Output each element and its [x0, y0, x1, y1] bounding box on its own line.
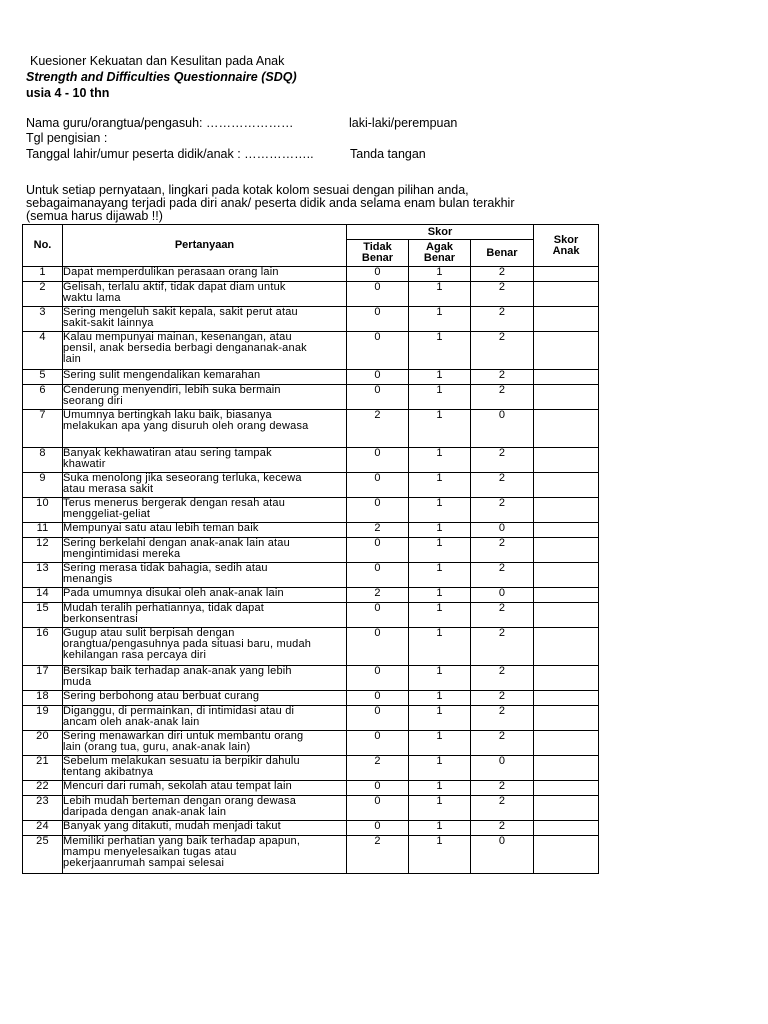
- table-row: [23, 821, 599, 836]
- question-text: [63, 448, 347, 473]
- question-line: waktu lama: [63, 292, 121, 304]
- question-line: sakit-sakit lainnya: [63, 317, 154, 329]
- question-text: [63, 410, 347, 448]
- score-tidak-benar[interactable]: 0: [347, 563, 409, 588]
- question-number: 19: [23, 706, 63, 731]
- question-line: Dapat memperdulikan perasaan orang lain: [63, 266, 279, 278]
- table-row: [23, 691, 599, 706]
- instructions: [26, 184, 586, 223]
- question-text: [63, 821, 347, 836]
- score-benar[interactable]: 2: [471, 473, 534, 498]
- score-benar[interactable]: 2: [471, 731, 534, 756]
- score-tidak-benar[interactable]: 0: [347, 603, 409, 628]
- score-tidak-benar[interactable]: 0: [347, 370, 409, 385]
- score-agak-benar[interactable]: 1: [409, 731, 471, 756]
- table-row: [23, 781, 599, 796]
- question-line: Banyak yang ditakuti, mudah menjadi takut: [63, 820, 281, 832]
- question-text: [63, 332, 347, 370]
- question-number: 10: [23, 498, 63, 523]
- questionnaire-table: [22, 224, 599, 874]
- question-text: [63, 385, 347, 410]
- question-text: [63, 538, 347, 563]
- score-tidak-benar[interactable]: 0: [347, 282, 409, 307]
- question-number: 18: [23, 691, 63, 706]
- question-line: Mencuri dari rumah, sekolah atau tempat lain: [63, 780, 292, 792]
- table-row: [23, 523, 599, 538]
- instruction-line: (semua harus dijawab !!): [26, 209, 163, 223]
- question-line: Mempunyai satu atau lebih teman baik: [63, 522, 259, 534]
- question-line: ancam oleh anak-anak lain: [63, 716, 200, 728]
- score-benar[interactable]: 2: [471, 706, 534, 731]
- table-row: [23, 370, 599, 385]
- age-range: usia 4 - 10 thn: [26, 86, 110, 100]
- question-text: [63, 473, 347, 498]
- question-text: [63, 370, 347, 385]
- signature-field-label: Tanda tangan: [350, 147, 426, 161]
- score-benar[interactable]: 2: [471, 821, 534, 836]
- score-benar[interactable]: 2: [471, 332, 534, 370]
- child-score-cell[interactable]: [534, 603, 599, 628]
- score-benar[interactable]: 2: [471, 267, 534, 282]
- question-line: khawatir: [63, 458, 106, 470]
- score-benar[interactable]: 0: [471, 588, 534, 603]
- score-tidak-benar[interactable]: 0: [347, 538, 409, 563]
- score-benar[interactable]: 2: [471, 781, 534, 796]
- table-row: [23, 448, 599, 473]
- score-agak-benar[interactable]: 1: [409, 473, 471, 498]
- score-agak-benar[interactable]: 1: [409, 691, 471, 706]
- score-benar[interactable]: 2: [471, 603, 534, 628]
- header-no: No.: [23, 225, 63, 267]
- child-score-cell[interactable]: [534, 498, 599, 523]
- table-row: [23, 603, 599, 628]
- score-agak-benar[interactable]: 1: [409, 756, 471, 781]
- instruction-line: sebagaimanayang terjadi pada diri anak/ peserta didik anda selama enam bulan terakhir: [26, 196, 515, 210]
- question-line: Diganggu, di permainkan, di intimidasi atau di: [63, 705, 295, 717]
- score-agak-benar[interactable]: 1: [409, 498, 471, 523]
- score-agak-benar[interactable]: 1: [409, 282, 471, 307]
- question-number: 5: [23, 370, 63, 385]
- question-number: 8: [23, 448, 63, 473]
- date-field-label: Tgl pengisian :: [26, 131, 108, 145]
- question-line: Umumnya bertingkah laku baik, biasanya: [63, 409, 272, 421]
- score-tidak-benar[interactable]: 0: [347, 706, 409, 731]
- score-tidak-benar[interactable]: 0: [347, 666, 409, 691]
- question-line: tentang akibatnya: [63, 766, 154, 778]
- score-tidak-benar[interactable]: 0: [347, 628, 409, 666]
- score-agak-benar[interactable]: 1: [409, 821, 471, 836]
- score-tidak-benar[interactable]: 0: [347, 267, 409, 282]
- table-row: [23, 628, 599, 666]
- score-benar[interactable]: 2: [471, 448, 534, 473]
- question-text: [63, 523, 347, 538]
- question-line: melakukan apa yang disuruh oleh orang dewasa: [63, 420, 309, 432]
- score-agak-benar[interactable]: 1: [409, 385, 471, 410]
- score-benar[interactable]: 2: [471, 538, 534, 563]
- child-score-cell[interactable]: [534, 756, 599, 781]
- header-line: Tidak: [363, 241, 392, 253]
- question-line: pensil, anak bersedia berbagi dengananak-anak: [63, 342, 307, 354]
- child-score-cell[interactable]: [534, 731, 599, 756]
- table-row: [23, 410, 599, 448]
- table-row: [23, 731, 599, 756]
- question-text: [63, 307, 347, 332]
- question-line: Gelisah, terlalu aktif, tidak dapat diam untuk: [63, 281, 286, 293]
- score-tidak-benar[interactable]: 0: [347, 448, 409, 473]
- score-tidak-benar[interactable]: 2: [347, 588, 409, 603]
- header-child-score-line: Anak: [552, 244, 580, 257]
- page-title: Kuesioner Kekuatan dan Kesulitan pada Anak: [30, 54, 285, 68]
- score-tidak-benar[interactable]: 2: [347, 410, 409, 448]
- header-line: Benar: [423, 252, 456, 264]
- question-text: [63, 666, 347, 691]
- child-score-cell[interactable]: [534, 821, 599, 836]
- question-line: Kalau mempunyai mainan, kesenangan, atau: [63, 331, 292, 343]
- question-text: [63, 756, 347, 781]
- question-text: [63, 628, 347, 666]
- score-benar[interactable]: 2: [471, 628, 534, 666]
- score-agak-benar[interactable]: 1: [409, 332, 471, 370]
- header-question: Pertanyaan: [63, 225, 347, 267]
- score-tidak-benar[interactable]: 2: [347, 836, 409, 874]
- gender-field-label: laki-laki/perempuan: [349, 116, 458, 130]
- question-line: Sering menawarkan diri untuk membantu orang: [63, 730, 304, 742]
- table-row: [23, 385, 599, 410]
- name-field-label: Nama guru/orangtua/pengasuh: …………………: [26, 116, 294, 130]
- header-agak-benar: [409, 240, 471, 267]
- score-benar[interactable]: 2: [471, 666, 534, 691]
- score-agak-benar[interactable]: 1: [409, 267, 471, 282]
- score-agak-benar[interactable]: 1: [409, 781, 471, 796]
- question-number: 6: [23, 385, 63, 410]
- question-line: mengintimidasi mereka: [63, 548, 181, 560]
- score-agak-benar[interactable]: 1: [409, 836, 471, 874]
- table-row: [23, 267, 599, 282]
- header-line: Agak: [426, 241, 453, 253]
- child-score-cell[interactable]: [534, 385, 599, 410]
- score-tidak-benar[interactable]: 0: [347, 781, 409, 796]
- child-score-cell[interactable]: [534, 473, 599, 498]
- question-number: 16: [23, 628, 63, 666]
- header-child-score-line: Skor: [553, 233, 579, 246]
- table-row: [23, 563, 599, 588]
- question-number: 2: [23, 282, 63, 307]
- question-line: Gugup atau sulit berpisah dengan: [63, 627, 235, 639]
- question-text: [63, 691, 347, 706]
- child-score-cell[interactable]: [534, 588, 599, 603]
- score-tidak-benar[interactable]: 2: [347, 756, 409, 781]
- header-score: Skor: [347, 225, 534, 240]
- question-number: 3: [23, 307, 63, 332]
- question-line: Sering berkelahi dengan anak-anak lain atau: [63, 537, 290, 549]
- question-text: [63, 781, 347, 796]
- question-line: lain (orang tua, guru, anak-anak lain): [63, 741, 251, 753]
- question-line: lain: [63, 353, 81, 365]
- question-text: [63, 563, 347, 588]
- question-line: Banyak kekhawatiran atau sering tampak: [63, 447, 272, 459]
- child-score-cell[interactable]: [534, 706, 599, 731]
- question-line: mampu menyelesaikan tugas atau: [63, 846, 237, 858]
- question-text: [63, 498, 347, 523]
- question-number: 1: [23, 267, 63, 282]
- score-benar[interactable]: 2: [471, 691, 534, 706]
- table-row: [23, 282, 599, 307]
- child-score-cell[interactable]: [534, 448, 599, 473]
- question-number: 21: [23, 756, 63, 781]
- score-agak-benar[interactable]: 1: [409, 603, 471, 628]
- question-text: [63, 267, 347, 282]
- child-score-cell[interactable]: [534, 370, 599, 385]
- birth-field-label: Tanggal lahir/umur peserta didik/anak : ……………..: [26, 147, 314, 161]
- question-number: 13: [23, 563, 63, 588]
- score-agak-benar[interactable]: 1: [409, 796, 471, 821]
- score-benar[interactable]: 0: [471, 836, 534, 874]
- question-line: Pada umumnya disukai oleh anak-anak lain: [63, 587, 284, 599]
- score-benar[interactable]: 0: [471, 756, 534, 781]
- question-line: muda: [63, 676, 92, 688]
- score-agak-benar[interactable]: 1: [409, 628, 471, 666]
- score-agak-benar[interactable]: 1: [409, 410, 471, 448]
- question-line: Bersikap baik terhadap anak-anak yang lebih: [63, 665, 292, 677]
- question-number: 12: [23, 538, 63, 563]
- score-benar[interactable]: 0: [471, 410, 534, 448]
- question-line: Sering berbohong atau berbuat curang: [63, 690, 260, 702]
- score-agak-benar[interactable]: 1: [409, 706, 471, 731]
- question-text: [63, 731, 347, 756]
- header-line: Benar: [361, 252, 394, 264]
- score-tidak-benar[interactable]: 0: [347, 385, 409, 410]
- question-number: 25: [23, 836, 63, 874]
- child-score-cell[interactable]: [534, 796, 599, 821]
- question-line: Sering merasa tidak bahagia, sedih atau: [63, 562, 268, 574]
- question-number: 11: [23, 523, 63, 538]
- table-row: [23, 473, 599, 498]
- child-score-cell[interactable]: [534, 563, 599, 588]
- score-benar[interactable]: 2: [471, 498, 534, 523]
- question-line: menangis: [63, 573, 113, 585]
- question-line: pekerjaanrumah sampai selesai: [63, 857, 225, 869]
- table-row: [23, 756, 599, 781]
- question-number: 23: [23, 796, 63, 821]
- question-line: Sering mengeluh sakit kepala, sakit perut atau: [63, 306, 298, 318]
- child-score-cell[interactable]: [534, 781, 599, 796]
- table-row: [23, 538, 599, 563]
- question-line: berkonsentrasi: [63, 613, 138, 625]
- score-agak-benar[interactable]: 1: [409, 563, 471, 588]
- question-number: 22: [23, 781, 63, 796]
- score-benar[interactable]: 2: [471, 307, 534, 332]
- table-row: [23, 836, 599, 874]
- score-agak-benar[interactable]: 1: [409, 538, 471, 563]
- question-number: 4: [23, 332, 63, 370]
- question-number: 24: [23, 821, 63, 836]
- child-score-cell[interactable]: [534, 410, 599, 448]
- question-number: 17: [23, 666, 63, 691]
- score-tidak-benar[interactable]: 0: [347, 691, 409, 706]
- header-benar: Benar: [471, 240, 534, 267]
- question-line: kehilangan rasa percaya diri: [63, 649, 207, 661]
- score-agak-benar[interactable]: 1: [409, 370, 471, 385]
- header-tidak-benar: [347, 240, 409, 267]
- score-benar[interactable]: 2: [471, 796, 534, 821]
- table-row: [23, 498, 599, 523]
- question-number: 15: [23, 603, 63, 628]
- question-text: [63, 603, 347, 628]
- question-line: Sebelum melakukan sesuatu ia berpikir dahulu: [63, 755, 300, 767]
- child-score-cell[interactable]: [534, 307, 599, 332]
- score-benar[interactable]: 2: [471, 563, 534, 588]
- question-line: atau merasa sakit: [63, 483, 154, 495]
- question-text: [63, 796, 347, 821]
- question-number: 9: [23, 473, 63, 498]
- question-line: Mudah teralih perhatiannya, tidak dapat: [63, 602, 265, 614]
- question-line: orangtua/pengasuhnya pada situasi baru, mudah: [63, 638, 312, 650]
- score-tidak-benar[interactable]: 0: [347, 332, 409, 370]
- question-line: Cenderung menyendiri, lebih suka bermain: [63, 384, 281, 396]
- question-number: 7: [23, 410, 63, 448]
- question-line: daripada dengan anak-anak lain: [63, 806, 227, 818]
- score-tidak-benar[interactable]: 2: [347, 523, 409, 538]
- child-score-cell[interactable]: [534, 666, 599, 691]
- score-agak-benar[interactable]: 1: [409, 588, 471, 603]
- question-rows: [23, 267, 599, 874]
- score-benar[interactable]: 2: [471, 370, 534, 385]
- table-row: [23, 332, 599, 370]
- question-line: seorang diri: [63, 395, 123, 407]
- header-child-score: [534, 225, 599, 267]
- question-line: Suka menolong jika seseorang terluka, kecewa: [63, 472, 302, 484]
- child-score-cell[interactable]: [534, 282, 599, 307]
- score-benar[interactable]: 2: [471, 385, 534, 410]
- score-agak-benar[interactable]: 1: [409, 666, 471, 691]
- question-text: [63, 588, 347, 603]
- question-line: Lebih mudah berteman dengan orang dewasa: [63, 795, 297, 807]
- question-line: Memiliki perhatian yang baik terhadap apapun,: [63, 835, 301, 847]
- question-line: Terus menerus bergerak dengan resah atau: [63, 497, 286, 509]
- child-score-cell[interactable]: [534, 267, 599, 282]
- score-tidak-benar[interactable]: 0: [347, 473, 409, 498]
- score-tidak-benar[interactable]: 0: [347, 498, 409, 523]
- page-subtitle: Strength and Difficulties Questionnaire (SDQ): [26, 70, 297, 84]
- table-row: [23, 666, 599, 691]
- child-score-cell[interactable]: [534, 628, 599, 666]
- score-agak-benar[interactable]: 1: [409, 307, 471, 332]
- table-row: [23, 588, 599, 603]
- child-score-cell[interactable]: [534, 691, 599, 706]
- child-score-cell[interactable]: [534, 523, 599, 538]
- table-row: [23, 796, 599, 821]
- score-agak-benar[interactable]: 1: [409, 523, 471, 538]
- score-benar[interactable]: 0: [471, 523, 534, 538]
- score-tidak-benar[interactable]: 0: [347, 796, 409, 821]
- child-score-cell[interactable]: [534, 332, 599, 370]
- question-text: [63, 282, 347, 307]
- question-line: menggeliat-geliat: [63, 508, 151, 520]
- score-tidak-benar[interactable]: 0: [347, 821, 409, 836]
- question-text: [63, 706, 347, 731]
- child-score-cell[interactable]: [534, 836, 599, 874]
- score-agak-benar[interactable]: 1: [409, 448, 471, 473]
- score-benar[interactable]: 2: [471, 282, 534, 307]
- question-text: [63, 836, 347, 874]
- table-row: [23, 307, 599, 332]
- question-number: 14: [23, 588, 63, 603]
- question-line: Sering sulit mengendalikan kemarahan: [63, 369, 261, 381]
- score-tidak-benar[interactable]: 0: [347, 731, 409, 756]
- score-tidak-benar[interactable]: 0: [347, 307, 409, 332]
- instruction-line: Untuk setiap pernyataan, lingkari pada kotak kolom sesuai dengan pilihan anda,: [26, 183, 469, 197]
- table-row: [23, 706, 599, 731]
- question-number: 20: [23, 731, 63, 756]
- child-score-cell[interactable]: [534, 538, 599, 563]
